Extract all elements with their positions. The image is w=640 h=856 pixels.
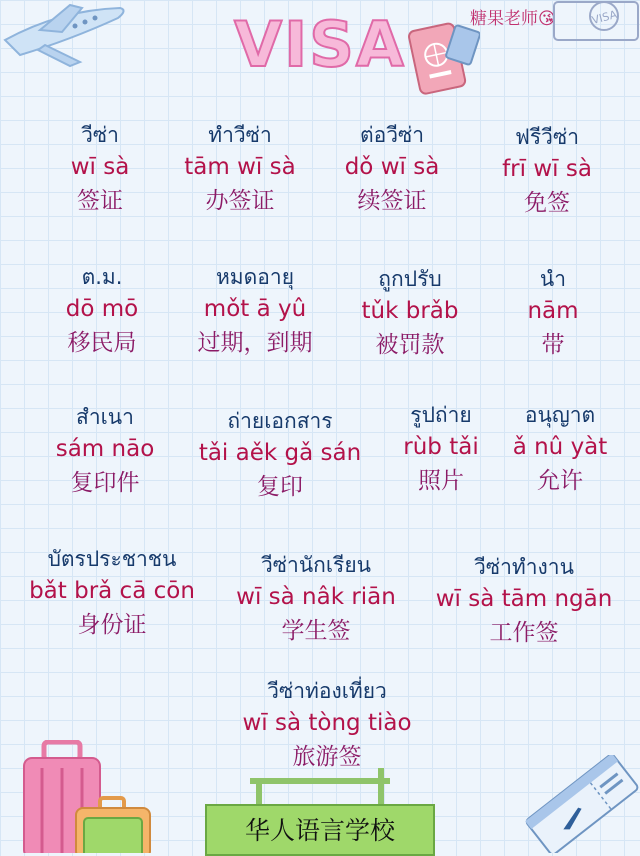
- chinese-text: 复印: [256, 474, 303, 500]
- chinese-text: 允许: [536, 468, 583, 494]
- sign-frame-icon: [250, 768, 390, 808]
- word-item: [56, 402, 155, 500]
- chinese-text: 被罚款: [375, 332, 445, 358]
- word-item: [502, 122, 592, 220]
- author-signature: 糖果老师😘: [470, 9, 556, 29]
- thai-text: สำเนา: [76, 405, 134, 429]
- romanization: tām wī sà: [184, 154, 296, 180]
- chinese-text: 工作签: [489, 620, 559, 646]
- romanization: rùb tǎi: [403, 434, 479, 460]
- word-item: [198, 262, 313, 360]
- suitcase-icon: [20, 740, 160, 853]
- page-title: VISA: [234, 8, 406, 81]
- word-item: [29, 544, 195, 642]
- boarding-pass-icon: [520, 755, 640, 853]
- romanization: bǎt brǎ cā cōn: [29, 578, 195, 604]
- thai-text: ถูกปรับ: [378, 267, 442, 291]
- thai-text: วีซ่า: [81, 123, 119, 147]
- word-item: [527, 264, 578, 362]
- word-item: [345, 120, 440, 218]
- word-item: [199, 406, 361, 504]
- word-item: [436, 552, 613, 650]
- chinese-text: 带: [541, 332, 565, 358]
- romanization: tǎi aěk gǎ sán: [198, 440, 362, 466]
- chinese-text: 身份证: [77, 612, 147, 638]
- chinese-text: 旅游签: [292, 744, 362, 770]
- thai-text: ฟรีวีซ่า: [515, 125, 579, 149]
- thai-text: วีซ่าทำงาน: [474, 555, 574, 579]
- thai-text: ทำวีซ่า: [208, 123, 272, 147]
- romanization: dǒ wī sà: [344, 154, 440, 180]
- romanization: nām: [527, 298, 579, 324]
- chinese-text: 免签: [524, 190, 570, 216]
- word-item: [71, 120, 130, 218]
- romanization: frī wī sà: [502, 156, 592, 182]
- word-item: [66, 262, 138, 360]
- chinese-text: 签证: [77, 188, 123, 214]
- chinese-text: 过期，到期: [197, 330, 313, 356]
- thai-text: นำ: [539, 267, 567, 291]
- romanization: wī sà tām ngān: [435, 586, 613, 612]
- chinese-text: 办签证: [205, 188, 275, 214]
- passport-icon: [400, 18, 480, 98]
- chinese-text: 续签证: [357, 188, 427, 214]
- romanization: ǎ nû yàt: [512, 434, 608, 460]
- romanization: wī sà: [70, 154, 130, 180]
- thai-text: วีซ่าท่องเที่ยว: [267, 679, 387, 703]
- chinese-text: 移民局: [67, 330, 137, 356]
- thai-text: บัตรประชาชน: [47, 547, 177, 571]
- romanization: wī sà tòng tiào: [242, 710, 412, 736]
- romanization: dō mō: [65, 296, 139, 322]
- romanization: tǔk brǎb: [361, 298, 459, 324]
- chinese-text: 照片: [417, 468, 464, 494]
- thai-text: ต่อวีซ่า: [359, 123, 425, 147]
- visa-stamp-icon: [552, 0, 640, 44]
- word-item: [362, 264, 459, 362]
- thai-text: ถ่ายเอกสาร: [227, 409, 333, 433]
- school-name-badge: 华人语言学校: [205, 804, 435, 856]
- romanization: wī sà nâk riān: [236, 584, 396, 610]
- word-item: [513, 400, 608, 498]
- word-item: [184, 120, 295, 218]
- thai-text: รูปถ่าย: [410, 403, 472, 427]
- romanization: mǒt ā yû: [203, 296, 307, 322]
- chinese-text: 复印件: [70, 470, 140, 496]
- thai-text: อนุญาต: [524, 403, 596, 427]
- thai-text: วีซ่านักเรียน: [260, 553, 372, 577]
- word-item: [403, 400, 478, 498]
- word-item: [236, 550, 396, 648]
- visa-stamp-text: VISA: [590, 7, 619, 28]
- word-item: [242, 676, 411, 774]
- thai-text: ต.ม.: [81, 265, 123, 289]
- romanization: sám nāo: [55, 436, 155, 462]
- chinese-text: 学生签: [281, 618, 351, 644]
- thai-text: หมดอายุ: [215, 265, 295, 289]
